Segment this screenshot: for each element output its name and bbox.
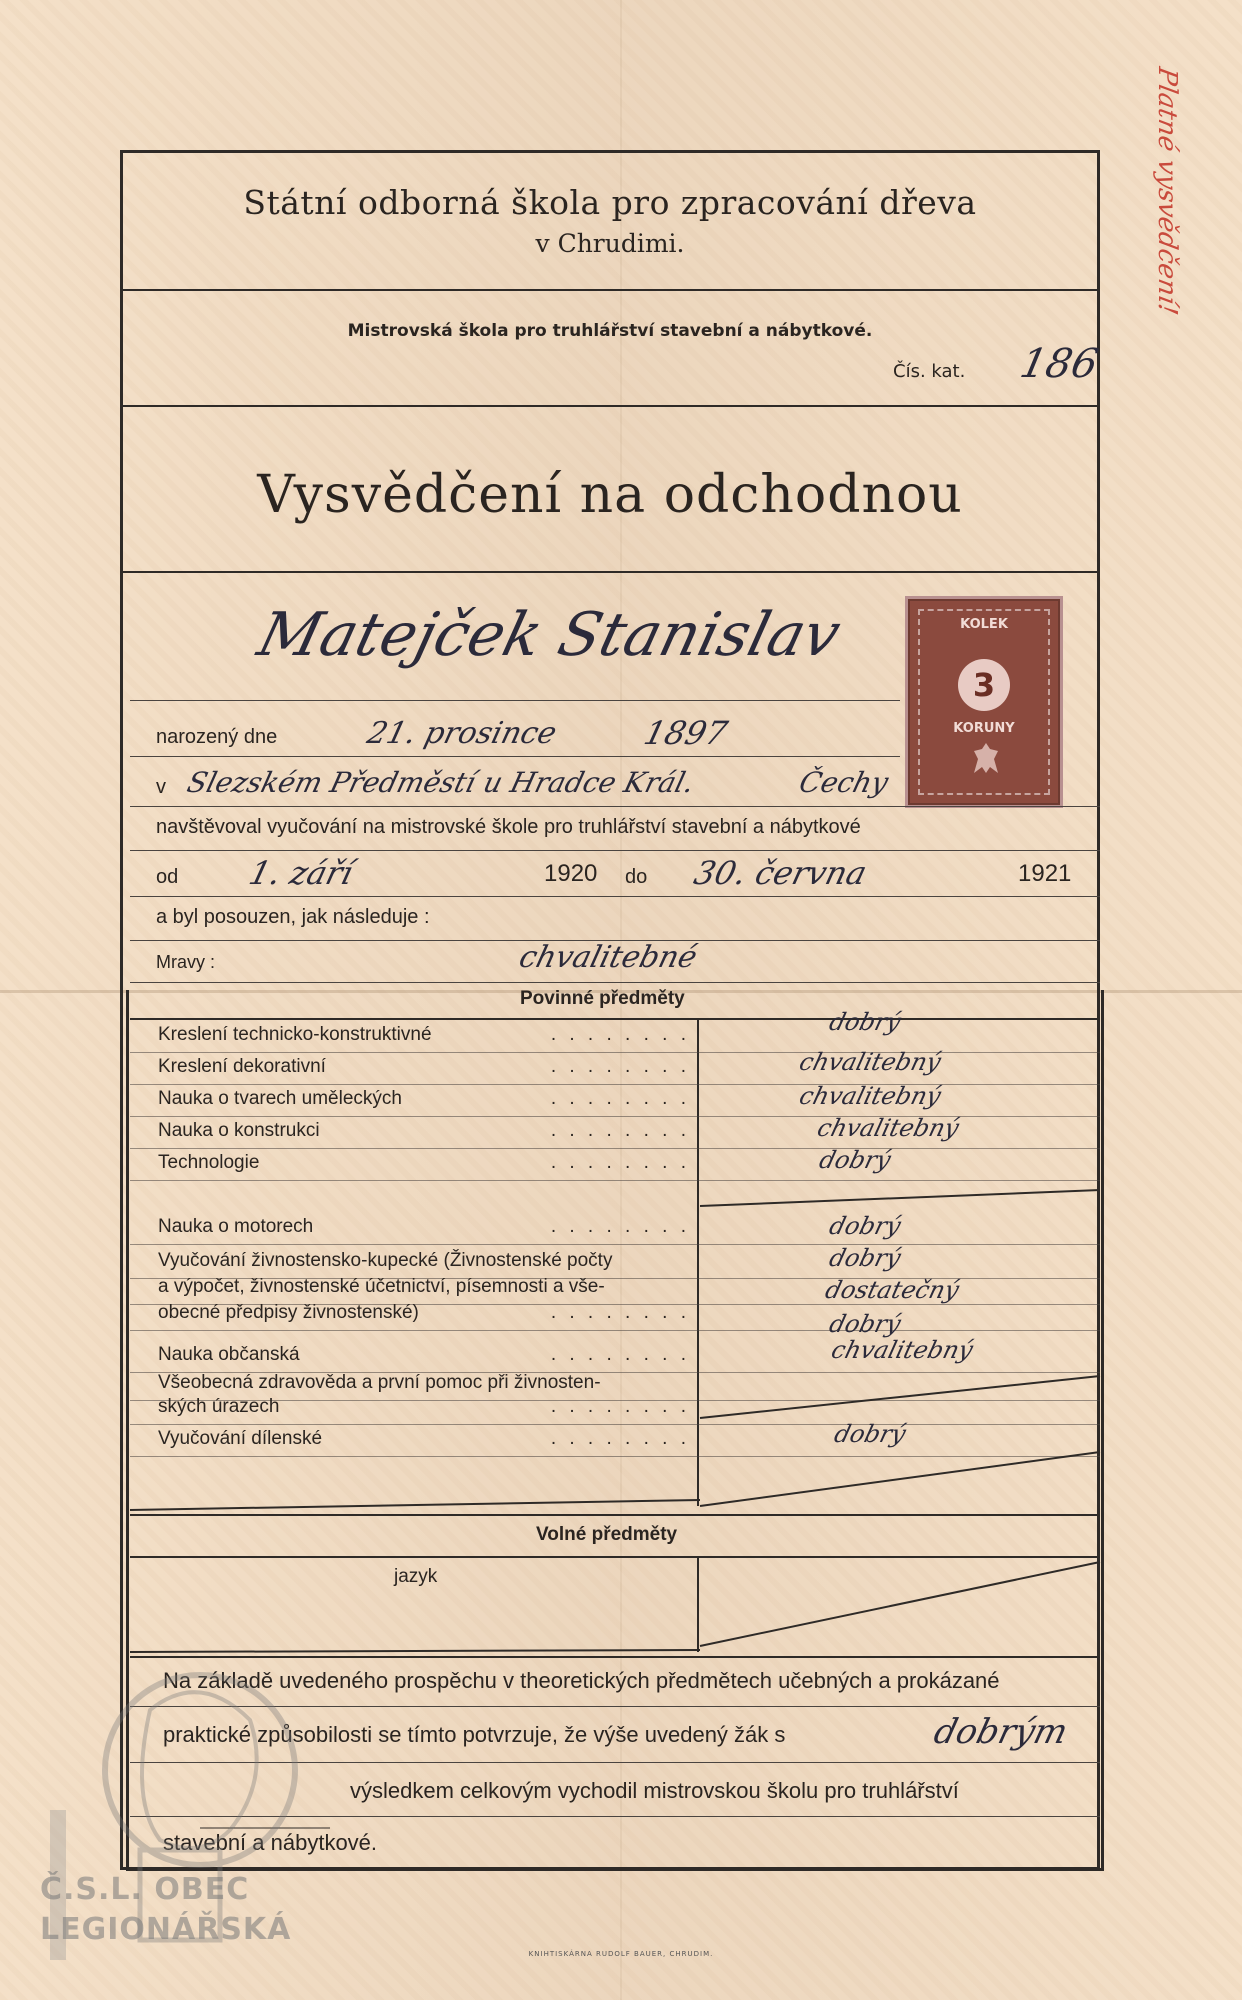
dot-leader: . . . . . . . . (550, 1120, 690, 1141)
subject-name: Vyučování dílenské (158, 1428, 323, 1449)
born-label: narozený dne (156, 726, 278, 748)
conclusion-line-1: Na základě uvedeného prospěchu v theoretických předmětech učebných a prokázané (163, 1668, 1000, 1693)
subject-name: Nauka občanská (158, 1344, 300, 1365)
printer-imprint: KNIHTISKÁRNA RUDOLF BAUER, CHRUDIM. (528, 1950, 714, 1958)
subject-name: Nauka o tvarech uměleckých (158, 1088, 402, 1109)
birth-place: Slezském Předměstí u Hradce Král. (183, 766, 698, 799)
subject-grade: chvalitebný (796, 1048, 944, 1076)
optional-heading: Volné předměty (536, 1524, 678, 1545)
assessed-text: a byl posouzen, jak následuje : (156, 906, 430, 928)
from-day: 1. září (245, 854, 357, 892)
attended-text: navštěvoval vyučování na mistrovské škole pro truhlářství stavební a nábytkové (156, 816, 861, 838)
master-school-name: Mistrovská škola pro truhlářství stavební a nábytkové. (347, 321, 873, 341)
school-town: v Chrudimi. (535, 229, 685, 258)
subject-name: Nauka o konstrukci (158, 1120, 320, 1141)
subject-name: Všeobecná zdravověda a první pomoc při živnosten- (158, 1372, 601, 1393)
student-name: Matejček Stanislav (251, 600, 848, 670)
compulsory-end-rule (130, 1514, 1100, 1516)
subject-name: Vyučování živnostensko-kupecké (Živnostenské počty (158, 1250, 613, 1271)
from-year: 1920 (544, 860, 598, 887)
overall-result: dobrým (930, 1712, 1072, 1752)
born-day: 21. prosince (363, 716, 561, 751)
stamp-value: 3 (958, 659, 1010, 711)
language-label: jazyk (394, 1566, 438, 1587)
dot-leader: . . . . . . . . (550, 1428, 690, 1449)
dot-leader: . . . . . . . . (550, 1056, 690, 1077)
dot-leader: . . . . . . . . (550, 1344, 690, 1365)
birth-country: Čechy (795, 766, 892, 799)
stamp-bottom-text: KORUNY (953, 721, 1015, 736)
from-label: od (156, 866, 179, 888)
subject-name: Kreslení technicko-konstruktivné (158, 1024, 432, 1045)
watermark-line-1: Č.S.L. OBEC (40, 1872, 250, 1907)
subject-name: obecné předpisy živnostenské) (158, 1302, 419, 1323)
to-year: 1921 (1018, 860, 1072, 887)
catalog-label: Čís. kat. (893, 361, 966, 382)
dot-leader: . . . . . . . . (550, 1024, 690, 1045)
subject-grade: dobrý (831, 1420, 909, 1448)
subject-grade: chvalitebný (796, 1082, 944, 1110)
subject-grade: dobrý (826, 1244, 904, 1272)
subject-grade: chvalitebný (828, 1336, 976, 1364)
conclusion-line-3: výsledkem celkovým vychodil mistrovskou školu pro truhlářství (350, 1778, 959, 1803)
conduct-label: Mravy : (156, 952, 216, 972)
subject-grade: chvalitebný (814, 1114, 962, 1142)
subject-grade: dobrý (816, 1146, 894, 1174)
conclusion-line-4: stavební a nábytkové. (163, 1830, 378, 1855)
side-note-text: Platné vysvědčení! (1152, 64, 1182, 318)
subject-name: Nauka o motorech (158, 1216, 314, 1237)
subject-name: Kreslení dekorativní (158, 1056, 326, 1077)
subject-grade: dobrý (826, 1212, 904, 1240)
dot-leader: . . . . . . . . (550, 1302, 690, 1323)
subject-name: Technologie (158, 1152, 260, 1173)
dot-leader: . . . . . . . . (550, 1088, 690, 1109)
dot-leader: . . . . . . . . (550, 1152, 690, 1173)
compulsory-heading: Povinné předměty (520, 988, 685, 1009)
subject-grade: dobrý (826, 1008, 904, 1036)
subject-grade: dobrý (826, 1310, 904, 1338)
place-label: v (156, 776, 166, 798)
dot-leader: . . . . . . . . (550, 1396, 690, 1417)
stamp-top-text: KOLEK (960, 617, 1008, 632)
to-label: do (625, 866, 648, 888)
subject-name: a výpočet, živnostenské účetnictví, písemnosti a vše- (158, 1276, 605, 1297)
subject-grade: dostatečný (822, 1276, 962, 1304)
optional-column-divider (697, 1556, 699, 1652)
school-name: Státní odborná škola pro zpracování dřeva (243, 183, 977, 222)
optional-header-rule (130, 1556, 1100, 1558)
subject-name: ských úrazech (158, 1396, 280, 1417)
conclusion-line-2: praktické způsobilosti se tímto potvrzuje, že výše uvedený žák s (163, 1722, 786, 1747)
catalog-number: 186 (1016, 341, 1103, 387)
document-title: Vysvědčení na odchodnou (257, 465, 963, 525)
born-year: 1897 (640, 714, 732, 752)
conduct-value: chvalitebné (515, 940, 701, 975)
watermark-line-2: LEGIONÁŘSKÁ (40, 1912, 292, 1947)
to-day: 30. června (690, 854, 871, 892)
dot-leader: . . . . . . . . (550, 1216, 690, 1237)
